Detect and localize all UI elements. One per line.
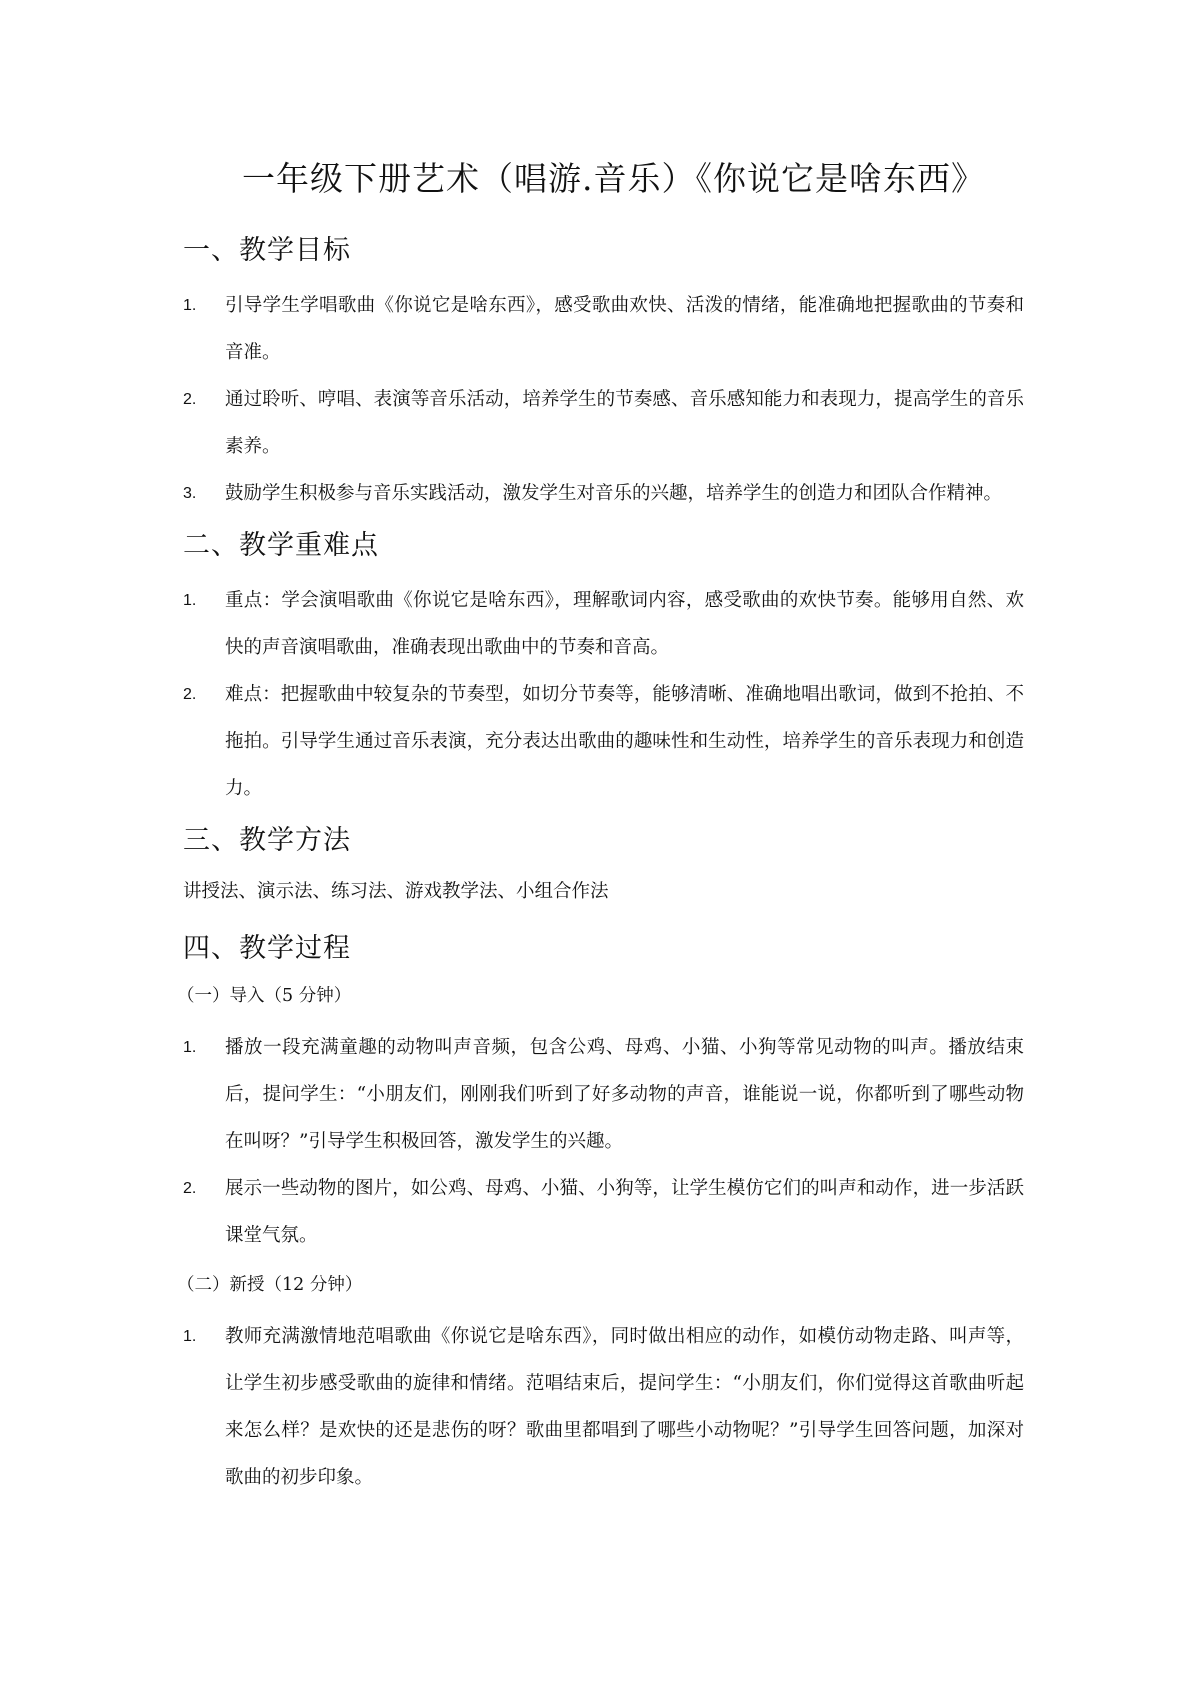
list-item-text: 通过聆听、哼唱、表演等音乐活动，培养学生的节奏感、音乐感知能力和表现力，提高学生的音乐素养。	[225, 389, 1024, 457]
new-lesson-list	[183, 1313, 1024, 1501]
list-item-number: 1.	[183, 1039, 197, 1056]
key-points-list	[183, 577, 1024, 812]
document-title: 一年级下册艺术（唱游.音乐）《你说它是啥东西》	[242, 159, 985, 198]
list-item-text: 难点：把握歌曲中较复杂的节奏型，如切分节奏等，能够清晰、准确地唱出歌词，做到不抢拍、不拖拍。引导学生通过音乐表演，充分表达出歌曲的趣味性和生动性，培养学生的音乐表现力和创造力。	[225, 684, 1024, 799]
objectives-list	[183, 282, 1024, 517]
list-item	[183, 671, 1024, 812]
list-item-number: 3.	[183, 485, 197, 502]
section-heading-key-points: 二、教学重难点	[183, 530, 379, 561]
list-item	[183, 1165, 1024, 1259]
list-item	[183, 282, 1024, 376]
list-item-number: 1.	[183, 1328, 197, 1345]
list-item-text: 播放一段充满童趣的动物叫声音频，包含公鸡、母鸡、小猫、小狗等常见动物的叫声。播放结束后，提问学生：“小朋友们，刚刚我们听到了好多动物的声音，谁能说一说，你都听到了哪些动物在叫呀？”引导学生积极回答，激发学生的兴趣。	[225, 1037, 1024, 1152]
subsection-heading-new-lesson: （二）新授（12 分钟）	[177, 1275, 363, 1295]
list-item	[183, 1024, 1024, 1165]
list-item-number: 2.	[183, 391, 197, 408]
section-heading-teaching-process: 四、教学过程	[183, 933, 351, 964]
subsection-heading-introduction: （一）导入（5 分钟）	[177, 986, 352, 1006]
list-item-text: 鼓励学生积极参与音乐实践活动，激发学生对音乐的兴趣，培养学生的创造力和团队合作精神。	[225, 483, 1003, 504]
list-item	[183, 1313, 1024, 1501]
list-item-number: 1.	[183, 297, 197, 314]
list-item-text: 引导学生学唱歌曲《你说它是啥东西》，感受歌曲欢快、活泼的情绪，能准确地把握歌曲的节奏和音准。	[225, 295, 1024, 363]
section-heading-teaching-methods: 三、教学方法	[183, 825, 351, 856]
introduction-list	[183, 1024, 1024, 1259]
list-item-text: 展示一些动物的图片，如公鸡、母鸡、小猫、小狗等，让学生模仿它们的叫声和动作，进一步活跃课堂气氛。	[225, 1178, 1024, 1246]
list-item-number: 2.	[183, 1180, 197, 1197]
list-item	[183, 470, 1024, 517]
list-item-text: 重点：学会演唱歌曲《你说它是啥东西》，理解歌词内容，感受歌曲的欢快节奏。能够用自然、欢快的声音演唱歌曲，准确表现出歌曲中的节奏和音高。	[225, 590, 1024, 658]
section-heading-teaching-objectives: 一、教学目标	[183, 235, 351, 266]
list-item	[183, 376, 1024, 470]
list-item-text: 教师充满激情地范唱歌曲《你说它是啥东西》，同时做出相应的动作，如模仿动物走路、叫声等，让学生初步感受歌曲的旋律和情绪。范唱结束后，提问学生：“小朋友们，你们觉得这首歌曲听起来怎么样？是欢快的还是悲伤的呀？歌曲里都唱到了哪些小动物呢？”引导学生回答问题，加深对歌曲的初步印象。	[225, 1326, 1024, 1488]
list-item-number: 2.	[183, 686, 197, 703]
list-item-number: 1.	[183, 592, 197, 609]
list-item	[183, 577, 1024, 671]
teaching-methods-text: 讲授法、演示法、练习法、游戏教学法、小组合作法	[183, 881, 609, 902]
